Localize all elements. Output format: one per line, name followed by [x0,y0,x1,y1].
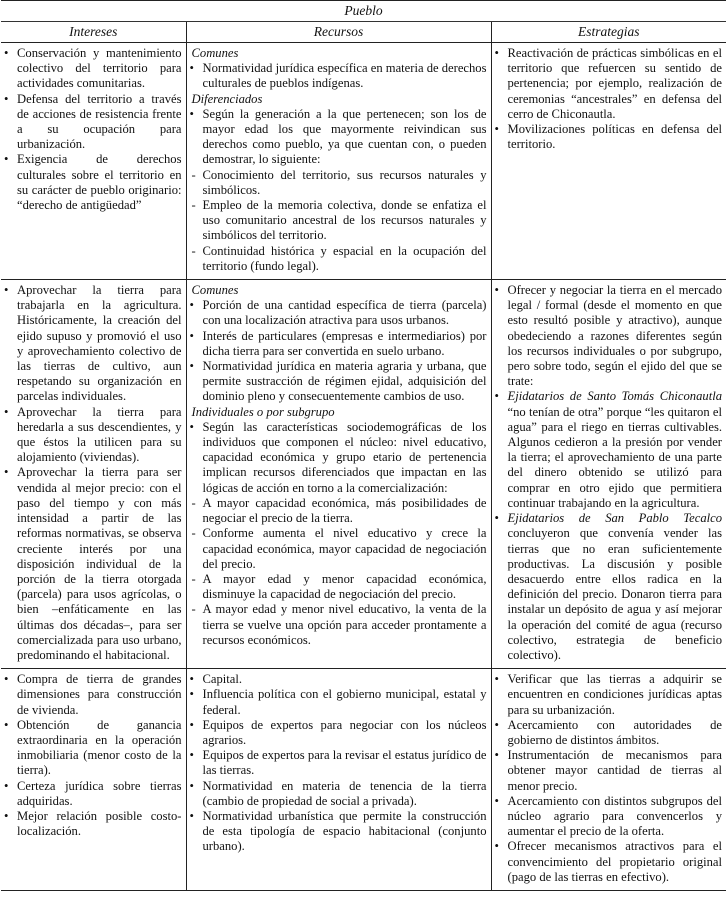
list-item: - Continuidad histórica y espacial en la ocupación del territorio (fundo legal). [190,244,487,274]
header-intereses: Intereses [1,22,186,43]
subheading-diferenciados: Diferenciados [191,91,263,106]
subheading-individuales: Individuales o por subgrupo [191,404,335,419]
list-item: • Aprovechar la tierra para ser vendida al mejor precio: con el paso del tiempo y con más intensidad a partir de las reformas normativas, se observa creciente interés por una disposición individual de la porción de la tierra otorgada (parcela) para usos agrícolas, o bien –enfáticamente en las últimas dos décadas–, para ser comercializada para uso urbano, predominando el habitacional. [4,465,182,663]
list-item: • Instrumentación de mecanismos para obtener mayor cantidad de tierras al menor precio. [495,748,723,794]
list-item: • Defensa del territorio a través de acciones de resistencia frente a su ocupación para urbanización. [4,92,182,153]
list-item: • Certeza jurídica sobre tierras adquiridas. [4,779,182,809]
cell-estrategias [491,669,726,891]
list-item: • Acercamiento con autoridades de gobierno de distintos ámbitos. [495,718,723,748]
list-item [495,389,723,511]
list-item: • Interés de particulares (empresas e intermediarios) por dicha tierra para ser convertida en suelo urbano. [190,329,487,359]
list-item: • Compra de tierra de grandes dimensiones para construcción de vivienda. [4,672,182,718]
cell-recursos [186,43,491,280]
cell-recursos [186,669,491,891]
list-item: - A mayor capacidad económica, más posibilidades de negociar el precio de la tierra. [190,496,487,526]
list-item: • Según la generación a la que pertenecen; son los de mayor edad los que mayormente reivindican sus derechos como pueblo, ya que cuentan con, o pueden demostrar, lo siguiente: [190,107,487,168]
list-item: • Verificar que las tierras a adquirir se encuentren en condiciones jurídicas aptas para su urbanización. [495,672,723,718]
list-item: • Movilizaciones políticas en defensa del territorio. [495,122,723,152]
list-item: • Exigencia de derechos culturales sobre el territorio en su carácter de pueblo originario: “derecho de antigüedad” [4,152,182,213]
list-item: • Normatividad en materia de tenencia de la tierra (cambio de propiedad de social a privada). [190,779,487,809]
list-item: • Influencia política con el gobierno municipal, estatal y federal. [190,687,487,717]
list-item: • Normatividad urbanística que permite la construcción de esta tipología de espacio habitacional (conjunto urbano). [190,809,487,855]
list-item: • Equipos de expertos para negociar con los núcleos agrarios. [190,718,487,748]
header-estrategias: Estrategias [491,22,726,43]
subheading-comunes: Comunes [191,283,239,298]
list-item: • Porción de una cantidad específica de tierra (parcela) con una localización atractiva para usos urbanos. [190,298,487,328]
cell-recursos [186,280,491,669]
list-item: - Empleo de la memoria colectiva, donde se enfatiza el uso comunitario ancestral de los recursos naturales y simbólicos del territorio. [190,198,487,244]
list-item: • Normatividad jurídica específica en materia de derechos culturales de pueblos indígenas. [190,61,487,91]
cell-intereses [1,43,186,280]
cell-estrategias [491,43,726,280]
list-item: • Ofrecer y negociar la tierra en el mercado legal / formal (desde el momento en que esto resultó posible y atractivo), aunque obedeciendo a razones diferentes según los recursos individuales o por subgrupo, pero sobre todo, según el ejido del que se trate: [495,283,723,389]
cell-estrategias [491,280,726,669]
table-row [1,280,726,669]
table-row [1,43,726,280]
list-item: • Equipos de expertos para la revisar el estatus jurídico de las tierras. [190,748,487,778]
list-item: • Aprovechar la tierra para heredarla a sus descendientes, y que éstos la utilicen para su alojamiento (viviendas). [4,405,182,466]
list-item: • Ofrecer mecanismos atractivos para el convencimiento del propietario original (pago de las tierras en efectivo). [495,839,723,885]
subheading-comunes: Comunes [191,46,239,60]
list-item: - A mayor edad y menor nivel educativo, la venta de la tierra se vuelve una opción para acceder prontamente a recursos económicos. [190,602,487,648]
list-item: • Reactivación de prácticas simbólicas en el territorio que refuercen su sentido de pertenencia; por ejemplo, realización de ceremonias “ancestrales” en defensa del cerro de Chiconautla. [495,46,723,122]
ejido-name: Ejidatarios de San Pablo Tecalco [507,511,722,526]
list-item: • Según las características sociodemográficas de los individuos que componen el núcleo: nivel educativo, capacidad económica y grupo etario de pertenencia implican recursos diferenciados que impactan en las lógicas de acción en torno a la comercialización: [190,420,487,496]
list-item: - A mayor edad y menor capacidad económica, disminuye la capacidad de negociación del precio. [190,572,487,602]
list-item: • Conservación y mantenimiento colectivo del territorio para actividades comunitarias. [4,46,182,92]
list-item: • Obtención de ganancia extraordinaria en la operación inmobiliaria (menor costo de la tierra). [4,718,182,779]
table-title: Pueblo [1,1,726,22]
list-item: • Acercamiento con distintos subgrupos del núcleo agrario para convencerlos y aumentar el precio de la oferta. [495,794,723,840]
ejido-text: “no tenían de otra” porque “les quitaron el agua” para el riego en tierras cultivables. Algunos cedieron a la presión por vender la tierra; el aprovechamiento de una parte del dinero obtenido se utilizó para comprar en otro ejido que permitiera continuar trabajando en la agricultura. [507,404,722,510]
table-row [1,669,726,891]
header-recursos: Recursos [186,22,491,43]
list-item [495,511,723,663]
list-item: • Capital. [190,672,487,687]
list-item: • Mejor relación posible costo-localización. [4,809,182,839]
cell-intereses [1,669,186,891]
list-item: - Conforme aumenta el nivel educativo y crece la capacidad económica, mayor capacidad de negociación del precio. [190,526,487,572]
cell-intereses [1,280,186,669]
ejido-text: concluyeron que convenía vender las tierras que no eran suficientemente productivas. La discusión y posible desacuerdo entre ellos radica en la definición del precio. Donaron tierra para instalar un depósito de agua y así mejorar la operación del comité de agua (recurso colectivo, estrategia de beneficio colectivo). [507,526,722,662]
list-item: • Aprovechar la tierra para trabajarla en la agricultura. Históricamente, la creación del ejido supuso y promovió el uso y aprovechamiento colectivo de las tierras de cultivo, aun respetando su organización en parcelas individuales. [4,283,182,405]
list-item: • Normatividad jurídica en materia agraria y urbana, que permite sustracción de régimen ejidal, adquisición del dominio pleno y consecuentemente cambios de uso. [190,359,487,405]
list-item: - Conocimiento del territorio, sus recursos naturales y simbólicos. [190,168,487,198]
actors-table [1,0,726,891]
ejido-name: Ejidatarios de Santo Tomás Chiconautla [507,389,722,404]
